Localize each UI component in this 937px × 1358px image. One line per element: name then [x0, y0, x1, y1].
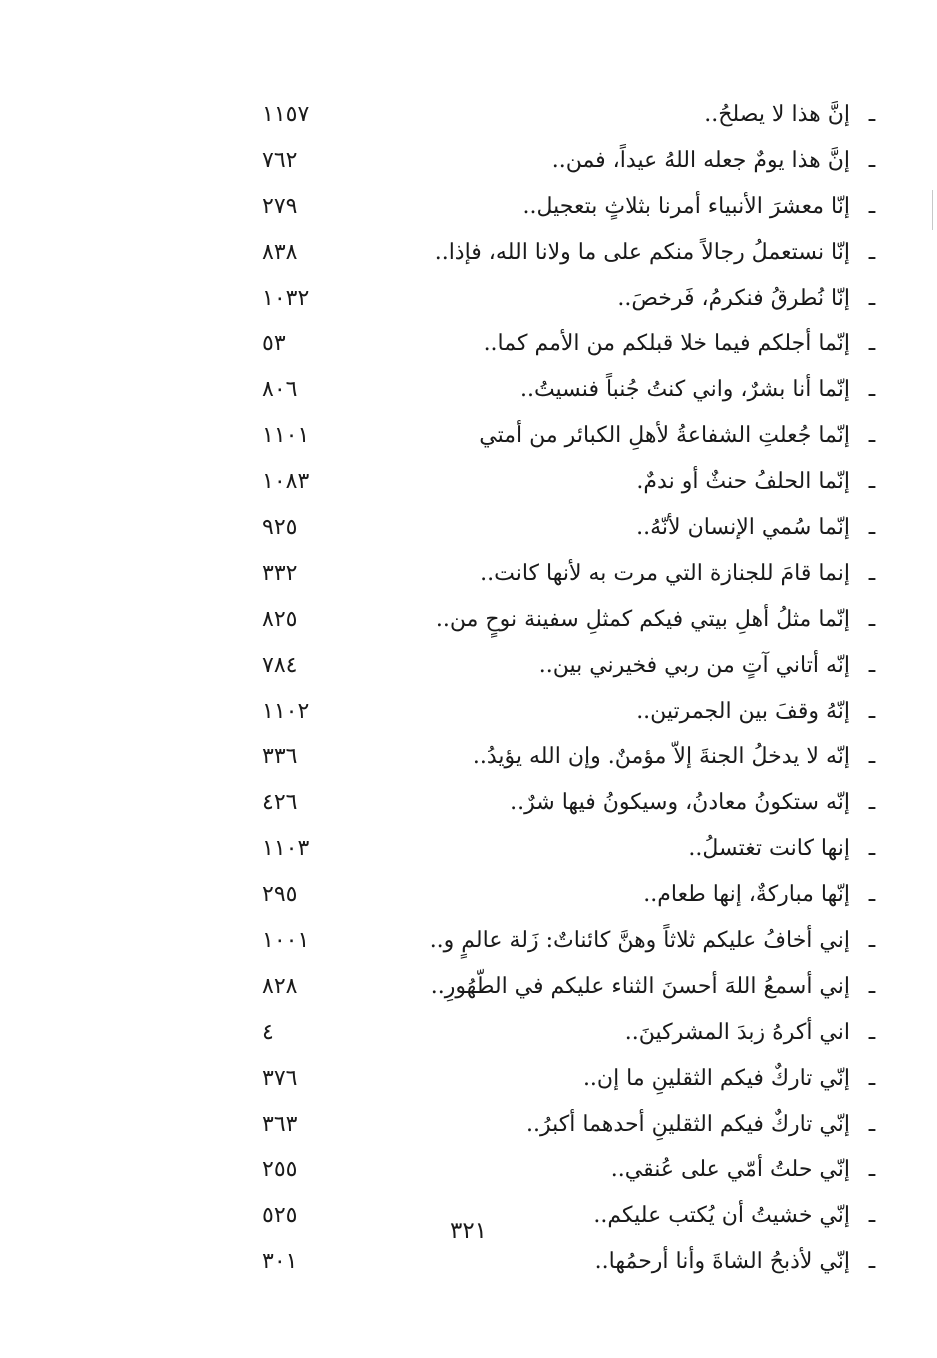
index-entry: [262, 459, 882, 505]
page-reference: ١١٠٣: [262, 836, 310, 862]
hadith-text: إنّه لا يدخلُ الجنةَ إلاّ مؤمنٌ. وإن الله يؤيدُ..: [472, 744, 850, 770]
page-reference: ١٠٣٢: [262, 285, 310, 311]
hadith-text: إنّما جُعلتِ الشفاعةُ لأهلِ الكبائر من أمتي: [479, 423, 850, 449]
hadith-text: إنّهُ وقفَ بين الجمرتين..: [636, 698, 850, 724]
hadith-index-list: [262, 92, 882, 1285]
hadith-text: إني أخافُ عليكم ثلاثاً وهنَّ كائناتٌ: زَلة عالمٍ و..: [429, 928, 850, 954]
entry-dash: ـ: [868, 698, 876, 724]
entry-dash: ـ: [868, 973, 876, 999]
index-entry: [262, 551, 882, 597]
page-reference: ٣٧٦: [262, 1065, 298, 1091]
hadith-text: إنّما أجلكم فيما خلا قبلكم من الأمم كما..: [483, 331, 850, 357]
page-reference: ٣٣٢: [262, 560, 298, 586]
index-entry: [262, 689, 882, 735]
index-entry: [262, 918, 882, 964]
index-entry: [262, 505, 882, 551]
hadith-text: إنما قامَ للجنازة التي مرت به لأنها كانت..: [480, 560, 850, 586]
index-entry: [262, 92, 882, 138]
page-reference: ٨٢٥: [262, 606, 298, 632]
page-reference: ٢٩٥: [262, 882, 298, 908]
entry-dash: ـ: [868, 377, 876, 403]
entry-dash: ـ: [868, 1203, 876, 1229]
page-reference: ٤: [262, 1019, 274, 1045]
hadith-text: إنّما مثلُ أهلِ بيتي فيكم كمثلِ سفينة نوحٍ من..: [435, 606, 850, 632]
entry-dash: ـ: [868, 1019, 876, 1045]
index-entry: [262, 1102, 882, 1148]
entry-dash: ـ: [868, 331, 876, 357]
hadith-text: إنّه أتاني آتٍ من ربي فخيرني بين..: [538, 652, 850, 678]
index-entry: [262, 643, 882, 689]
entry-dash: ـ: [868, 606, 876, 632]
entry-dash: ـ: [868, 285, 876, 311]
page-reference: ٣٣٦: [262, 744, 298, 770]
index-entry: [262, 1056, 882, 1102]
index-entry: [262, 138, 882, 184]
hadith-text: إنّي حلتُ أمّي على عُنقي..: [610, 1157, 850, 1183]
page-reference: ١١٠١: [262, 423, 310, 449]
page-reference: ٨٠٦: [262, 377, 298, 403]
page-reference: ١٠٠١: [262, 928, 310, 954]
hadith-text: إنّه ستكونُ معادنُ، وسيكونُ فيها شرٌ..: [510, 790, 850, 816]
index-entry: [262, 1010, 882, 1056]
index-entry: [262, 413, 882, 459]
page-reference: ٢٧٩: [262, 193, 298, 219]
index-entry: [262, 780, 882, 826]
hadith-text: إنها كانت تغتسلُ..: [688, 836, 850, 862]
hadith-text: إنَّ هذا يومٌ جعله اللهُ عيداً، فمن..: [551, 147, 850, 173]
index-entry: [262, 230, 882, 276]
entry-dash: ـ: [868, 560, 876, 586]
page-reference: ٨٣٨: [262, 239, 298, 265]
entry-dash: ـ: [868, 1249, 876, 1275]
page-reference: ٥٢٥: [262, 1203, 298, 1229]
entry-dash: ـ: [868, 836, 876, 862]
entry-dash: ـ: [868, 882, 876, 908]
index-entry: [262, 321, 882, 367]
hadith-text: إنّي لأذبحُ الشاةَ وأنا أرحمُها..: [594, 1249, 850, 1275]
page-reference: ١١٠٢: [262, 698, 310, 724]
entry-dash: ـ: [868, 1111, 876, 1137]
page-reference: ٣٠١: [262, 1249, 298, 1275]
index-entry: [262, 276, 882, 322]
page-reference: ١١٥٧: [262, 102, 310, 127]
page-reference: ٥٣: [262, 331, 286, 357]
entry-dash: ـ: [868, 928, 876, 954]
entry-dash: ـ: [868, 423, 876, 449]
entry-dash: ـ: [868, 239, 876, 265]
scan-edge-mark: [932, 190, 933, 230]
page-reference: ٧٨٤: [262, 652, 298, 678]
page-number: ٣٢١: [449, 1218, 488, 1244]
entry-dash: ـ: [868, 790, 876, 816]
entry-dash: ـ: [868, 193, 876, 219]
page-reference: ٧٦٢: [262, 147, 298, 173]
hadith-text: إنّما سُمي الإنسان لأنّهُ..: [636, 515, 850, 541]
entry-dash: ـ: [868, 147, 876, 173]
hadith-text: إنَّ هذا لا يصلحُ..: [704, 102, 850, 127]
index-entry: [262, 597, 882, 643]
page-reference: ٨٢٨: [262, 973, 298, 999]
entry-dash: ـ: [868, 744, 876, 770]
index-entry: [262, 964, 882, 1010]
index-entry: [262, 184, 882, 230]
entry-dash: ـ: [868, 469, 876, 495]
index-entry: [262, 826, 882, 872]
index-entry: [262, 872, 882, 918]
page-reference: ٢٥٥: [262, 1157, 298, 1183]
hadith-text: إني أسمعُ اللهَ أحسنَ الثناء عليكم في الطّهُورِ..: [430, 973, 850, 999]
hadith-text: إنّما أنا بشرٌ، واني كنتُ جُنباً فنسيتُ..: [519, 377, 850, 403]
hadith-text: اني أكرهُ زبدَ المشركينَ..: [624, 1019, 850, 1045]
page-reference: ٤٢٦: [262, 790, 298, 816]
hadith-text: إنّا معشرَ الأنبياء أمرنا بثلاثٍ بتعجيل..: [522, 193, 850, 219]
hadith-text: إنّي تاركٌ فيكم الثقلينِ ما إن..: [582, 1065, 850, 1091]
hadith-text: إنّي تاركٌ فيكم الثقلينِ أحدهما أكبرُ..: [526, 1111, 850, 1137]
index-entry: [262, 367, 882, 413]
entry-dash: ـ: [868, 102, 876, 127]
hadith-text: إنّا نستعملُ رجالاً منكم على ما ولانا الله، فإذا..: [434, 239, 850, 265]
hadith-text: إنّي خشيتُ أن يُكتب عليكم..: [593, 1203, 850, 1229]
page-reference: ٩٢٥: [262, 515, 298, 541]
index-entry: [262, 734, 882, 780]
entry-dash: ـ: [868, 1157, 876, 1183]
hadith-text: إنّا نُطرقُ فنكرمُ، فَرخصَ..: [617, 285, 850, 311]
entry-dash: ـ: [868, 652, 876, 678]
entry-dash: ـ: [868, 1065, 876, 1091]
index-entry: [262, 1147, 882, 1193]
index-entry: [262, 1239, 882, 1285]
page-reference: ٣٦٣: [262, 1111, 298, 1137]
entry-dash: ـ: [868, 515, 876, 541]
hadith-text: إنّها مباركةٌ، إنها طعام..: [643, 882, 850, 908]
page-reference: ١٠٨٣: [262, 469, 310, 495]
hadith-text: إنّما الحلفُ حنثٌ أو ندمٌ.: [636, 469, 850, 495]
